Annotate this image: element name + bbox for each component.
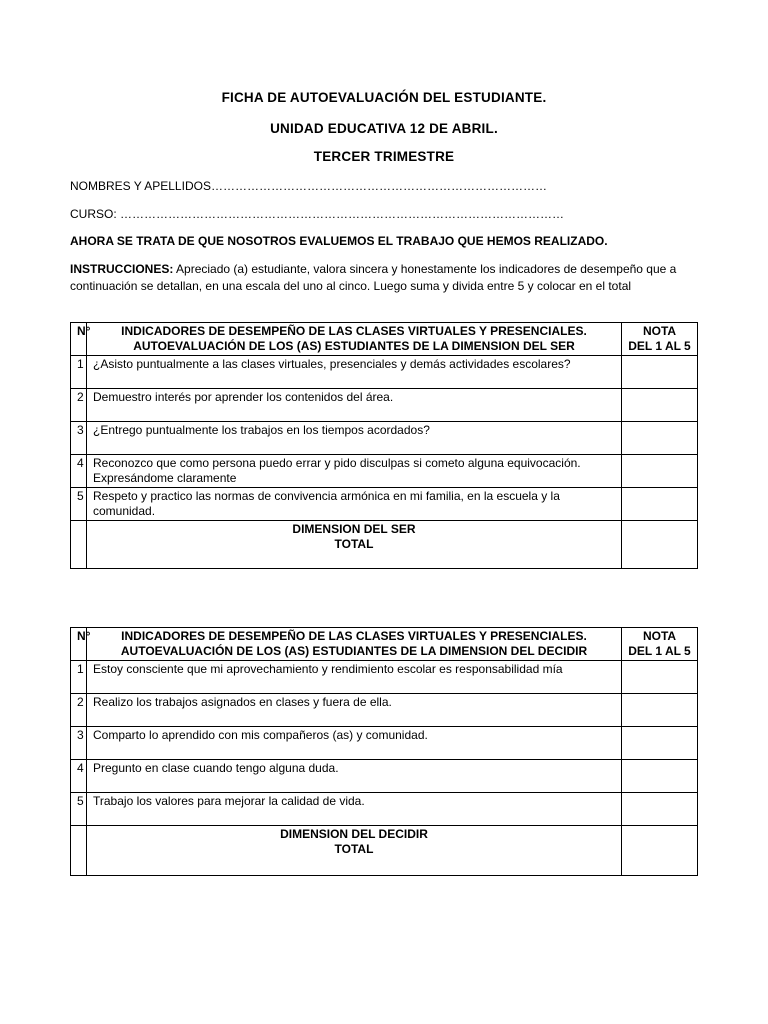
intro-text: AHORA SE TRATA DE QUE NOSOTROS EVALUEMOS EL TRABAJO QUE HEMOS REALIZADO.	[70, 234, 608, 248]
row-indicator: Reconozco que como persona puedo errar y pido disculpas si cometo alguna equivocación. Expresándome claramente	[87, 455, 622, 488]
row-number: 3	[71, 727, 87, 760]
table-decidir	[70, 627, 698, 876]
grade-cell[interactable]	[622, 455, 698, 488]
total-row	[71, 521, 698, 569]
row-number: 4	[71, 455, 87, 488]
grade-cell[interactable]	[622, 793, 698, 826]
table-row	[71, 760, 698, 793]
total-num-cell	[71, 826, 87, 876]
col-indicators-header	[87, 323, 622, 356]
course-field[interactable]: CURSO: …………………………………………………………………………………………………	[70, 207, 565, 221]
total-grade-cell[interactable]	[622, 521, 698, 569]
table-row	[71, 422, 698, 455]
col-nota-line-1: NOTA	[642, 324, 677, 338]
col-nota-line-2: DEL 1 AL 5	[628, 644, 691, 658]
table-row	[71, 488, 698, 521]
table-row	[71, 389, 698, 422]
grade-cell[interactable]	[622, 694, 698, 727]
row-indicator: Comparto lo aprendido con mis compañeros (as) y comunidad.	[87, 727, 622, 760]
names-field[interactable]: NOMBRES Y APELLIDOS…………………………………………………………………………	[70, 179, 547, 193]
row-indicator: Trabajo los valores para mejorar la calidad de vida.	[87, 793, 622, 826]
total-label-line-2: TOTAL	[334, 842, 374, 856]
table-row	[71, 727, 698, 760]
row-number: 3	[71, 422, 87, 455]
table-header-row	[71, 323, 698, 356]
total-label	[87, 826, 622, 876]
row-indicator: ¿Asisto puntualmente a las clases virtuales, presenciales y demás actividades escolares?	[87, 356, 622, 389]
school-name: UNIDAD EDUCATIVA 12 DE ABRIL.	[270, 121, 498, 136]
table-ser	[70, 322, 698, 569]
grade-cell[interactable]	[622, 356, 698, 389]
total-grade-cell[interactable]	[622, 826, 698, 876]
col-nota-line-2: DEL 1 AL 5	[628, 339, 691, 353]
grade-cell[interactable]	[622, 727, 698, 760]
grade-cell[interactable]	[622, 422, 698, 455]
row-indicator: Estoy consciente que mi aprovechamiento y rendimiento escolar es responsabilidad mía	[87, 661, 622, 694]
col-indicators-line-1: INDICADORES DE DESEMPEÑO DE LAS CLASES VIRTUALES Y PRESENCIALES.	[121, 324, 587, 338]
col-indicators-line-2: AUTOEVALUACIÓN DE LOS (AS) ESTUDIANTES DE LA DIMENSION DEL SER	[133, 339, 575, 353]
instructions-label: INSTRUCCIONES:	[70, 262, 174, 276]
row-indicator: Demuestro interés por aprender los contenidos del área.	[87, 389, 622, 422]
instructions-text: Apreciado (a) estudiante, valora sincera y honestamente los indicadores de desempeño que a continuación se detallan, en una escala del uno al cinco. Luego suma y divida entre 5 y colocar en el total	[70, 262, 677, 293]
total-label-line-1: DIMENSION DEL DECIDIR	[280, 827, 428, 841]
table-row	[71, 356, 698, 389]
col-indicators-header	[87, 628, 622, 661]
row-number: 5	[71, 488, 87, 521]
table-row	[71, 455, 698, 488]
grade-cell[interactable]	[622, 661, 698, 694]
row-number: 2	[71, 389, 87, 422]
col-indicators-line-2: AUTOEVALUACIÓN DE LOS (AS) ESTUDIANTES DE LA DIMENSION DEL DECIDIR	[120, 644, 588, 658]
row-number: 4	[71, 760, 87, 793]
table-row	[71, 694, 698, 727]
grade-cell[interactable]	[622, 389, 698, 422]
grade-cell[interactable]	[622, 488, 698, 521]
col-nota-line-1: NOTA	[642, 629, 677, 643]
row-number: 5	[71, 793, 87, 826]
grade-cell[interactable]	[622, 760, 698, 793]
col-num-header: N°	[71, 628, 87, 661]
total-label-line-1: DIMENSION DEL SER	[292, 522, 416, 536]
total-label-line-2: TOTAL	[334, 537, 374, 551]
document-title: FICHA DE AUTOEVALUACIÓN DEL ESTUDIANTE.	[221, 90, 547, 105]
term-title: TERCER TRIMESTRE	[313, 149, 455, 164]
col-nota-header	[622, 628, 698, 661]
row-indicator: ¿Entrego puntualmente los trabajos en los tiempos acordados?	[87, 422, 622, 455]
row-indicator: Realizo los trabajos asignados en clases y fuera de ella.	[87, 694, 622, 727]
row-number: 2	[71, 694, 87, 727]
col-nota-header	[622, 323, 698, 356]
total-num-cell	[71, 521, 87, 569]
col-indicators-line-1: INDICADORES DE DESEMPEÑO DE LAS CLASES VIRTUALES Y PRESENCIALES.	[121, 629, 587, 643]
table-row	[71, 793, 698, 826]
instructions	[70, 261, 682, 295]
row-indicator: Pregunto en clase cuando tengo alguna duda.	[87, 760, 622, 793]
total-label	[87, 521, 622, 569]
row-indicator: Respeto y practico las normas de convivencia armónica en mi familia, en la escuela y la comunidad.	[87, 488, 622, 521]
table-row	[71, 661, 698, 694]
row-number: 1	[71, 356, 87, 389]
table-header-row	[71, 628, 698, 661]
row-number: 1	[71, 661, 87, 694]
col-num-header: N°	[71, 323, 87, 356]
total-row	[71, 826, 698, 876]
